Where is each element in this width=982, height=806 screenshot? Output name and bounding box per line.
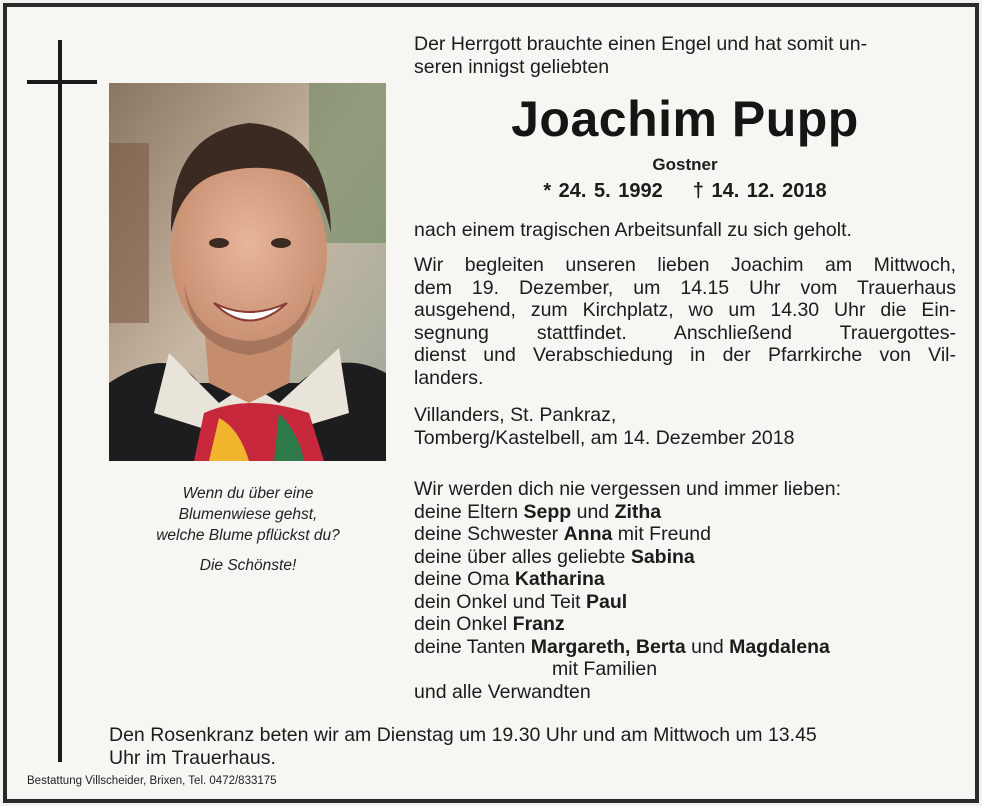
intro-line: seren innigst geliebten (414, 55, 610, 78)
mourner-row: dein Onkel Franz (414, 613, 565, 635)
announcement-line: Wir begleiten unseren lieben Joachim am Mittwoch, (414, 254, 956, 276)
intro-text (414, 33, 956, 78)
cross-icon (58, 40, 62, 762)
mourner-row: deine Oma Katharina (414, 568, 605, 590)
poem-answer: Die Schönste! (199, 557, 297, 574)
place-line: Villanders, St. Pankraz, (414, 404, 617, 426)
mourners-list (414, 478, 956, 703)
place-line: Tomberg/Kastelbell, am 14. Dezember 2018 (414, 426, 795, 449)
mourners-intro: Wir werden dich nie vergessen und immer lieben: (414, 478, 842, 500)
birth-date: * 24. 5. 1992 (543, 180, 663, 202)
cross-icon-bar (27, 80, 97, 84)
announcement-line: dem 19. Dezember, um 14.15 Uhr vom Trauerhaus (414, 276, 956, 299)
deceased-nickname: Gostner (652, 155, 718, 174)
announcement-line: dienst und Verabschiedung in der Pfarrkirche von Vil- (414, 344, 956, 366)
intro-line: Der Herrgott brauchte einen Engel und hat somit un- (414, 33, 868, 55)
life-dates (414, 180, 956, 203)
poem-line: Blumenwiese gehst, (178, 506, 318, 523)
rosary-line: Uhr im Trauerhaus. (109, 746, 276, 769)
poem-line: welche Blume pflückst du? (156, 527, 340, 544)
relatives-line: und alle Verwandten (414, 680, 591, 703)
announcement-line: ausgehend, zum Kirchplatz, wo um 14.30 Uhr die Ein- (414, 299, 956, 321)
funeral-home-credit: Bestattung Villscheider, Brixen, Tel. 0472/833175 (27, 775, 277, 787)
death-date: † 14. 12. 2018 (692, 180, 827, 202)
families-line: mit Familien (552, 658, 658, 680)
rosary-line: Den Rosenkranz beten wir am Dienstag um 19.30 Uhr und am Mittwoch um 13.45 (109, 724, 817, 746)
mourner-row: deine Eltern Sepp und Zitha (414, 500, 662, 523)
mourner-row: dein Onkel und Teit Paul (414, 590, 628, 613)
announcement-line: landers. (414, 366, 484, 389)
place-date (414, 404, 956, 449)
rosary-notice (109, 724, 959, 769)
memorial-poem (110, 483, 386, 576)
announcement-line: segnung stattfindet. Anschließend Trauergottes- (414, 321, 956, 344)
mourner-row: deine Schwester Anna mit Freund (414, 523, 711, 545)
cause-text: nach einem tragischen Arbeitsunfall zu sich geholt. (414, 219, 852, 241)
funeral-announcement (414, 254, 956, 389)
portrait-photo (109, 83, 386, 461)
poem-line: Wenn du über eine (182, 485, 314, 502)
mourner-row: deine über alles geliebte Sabina (414, 545, 695, 568)
deceased-name: Joachim Pupp (511, 91, 859, 147)
mourner-row: deine Tanten Margareth, Berta und Magdalena (414, 635, 830, 658)
